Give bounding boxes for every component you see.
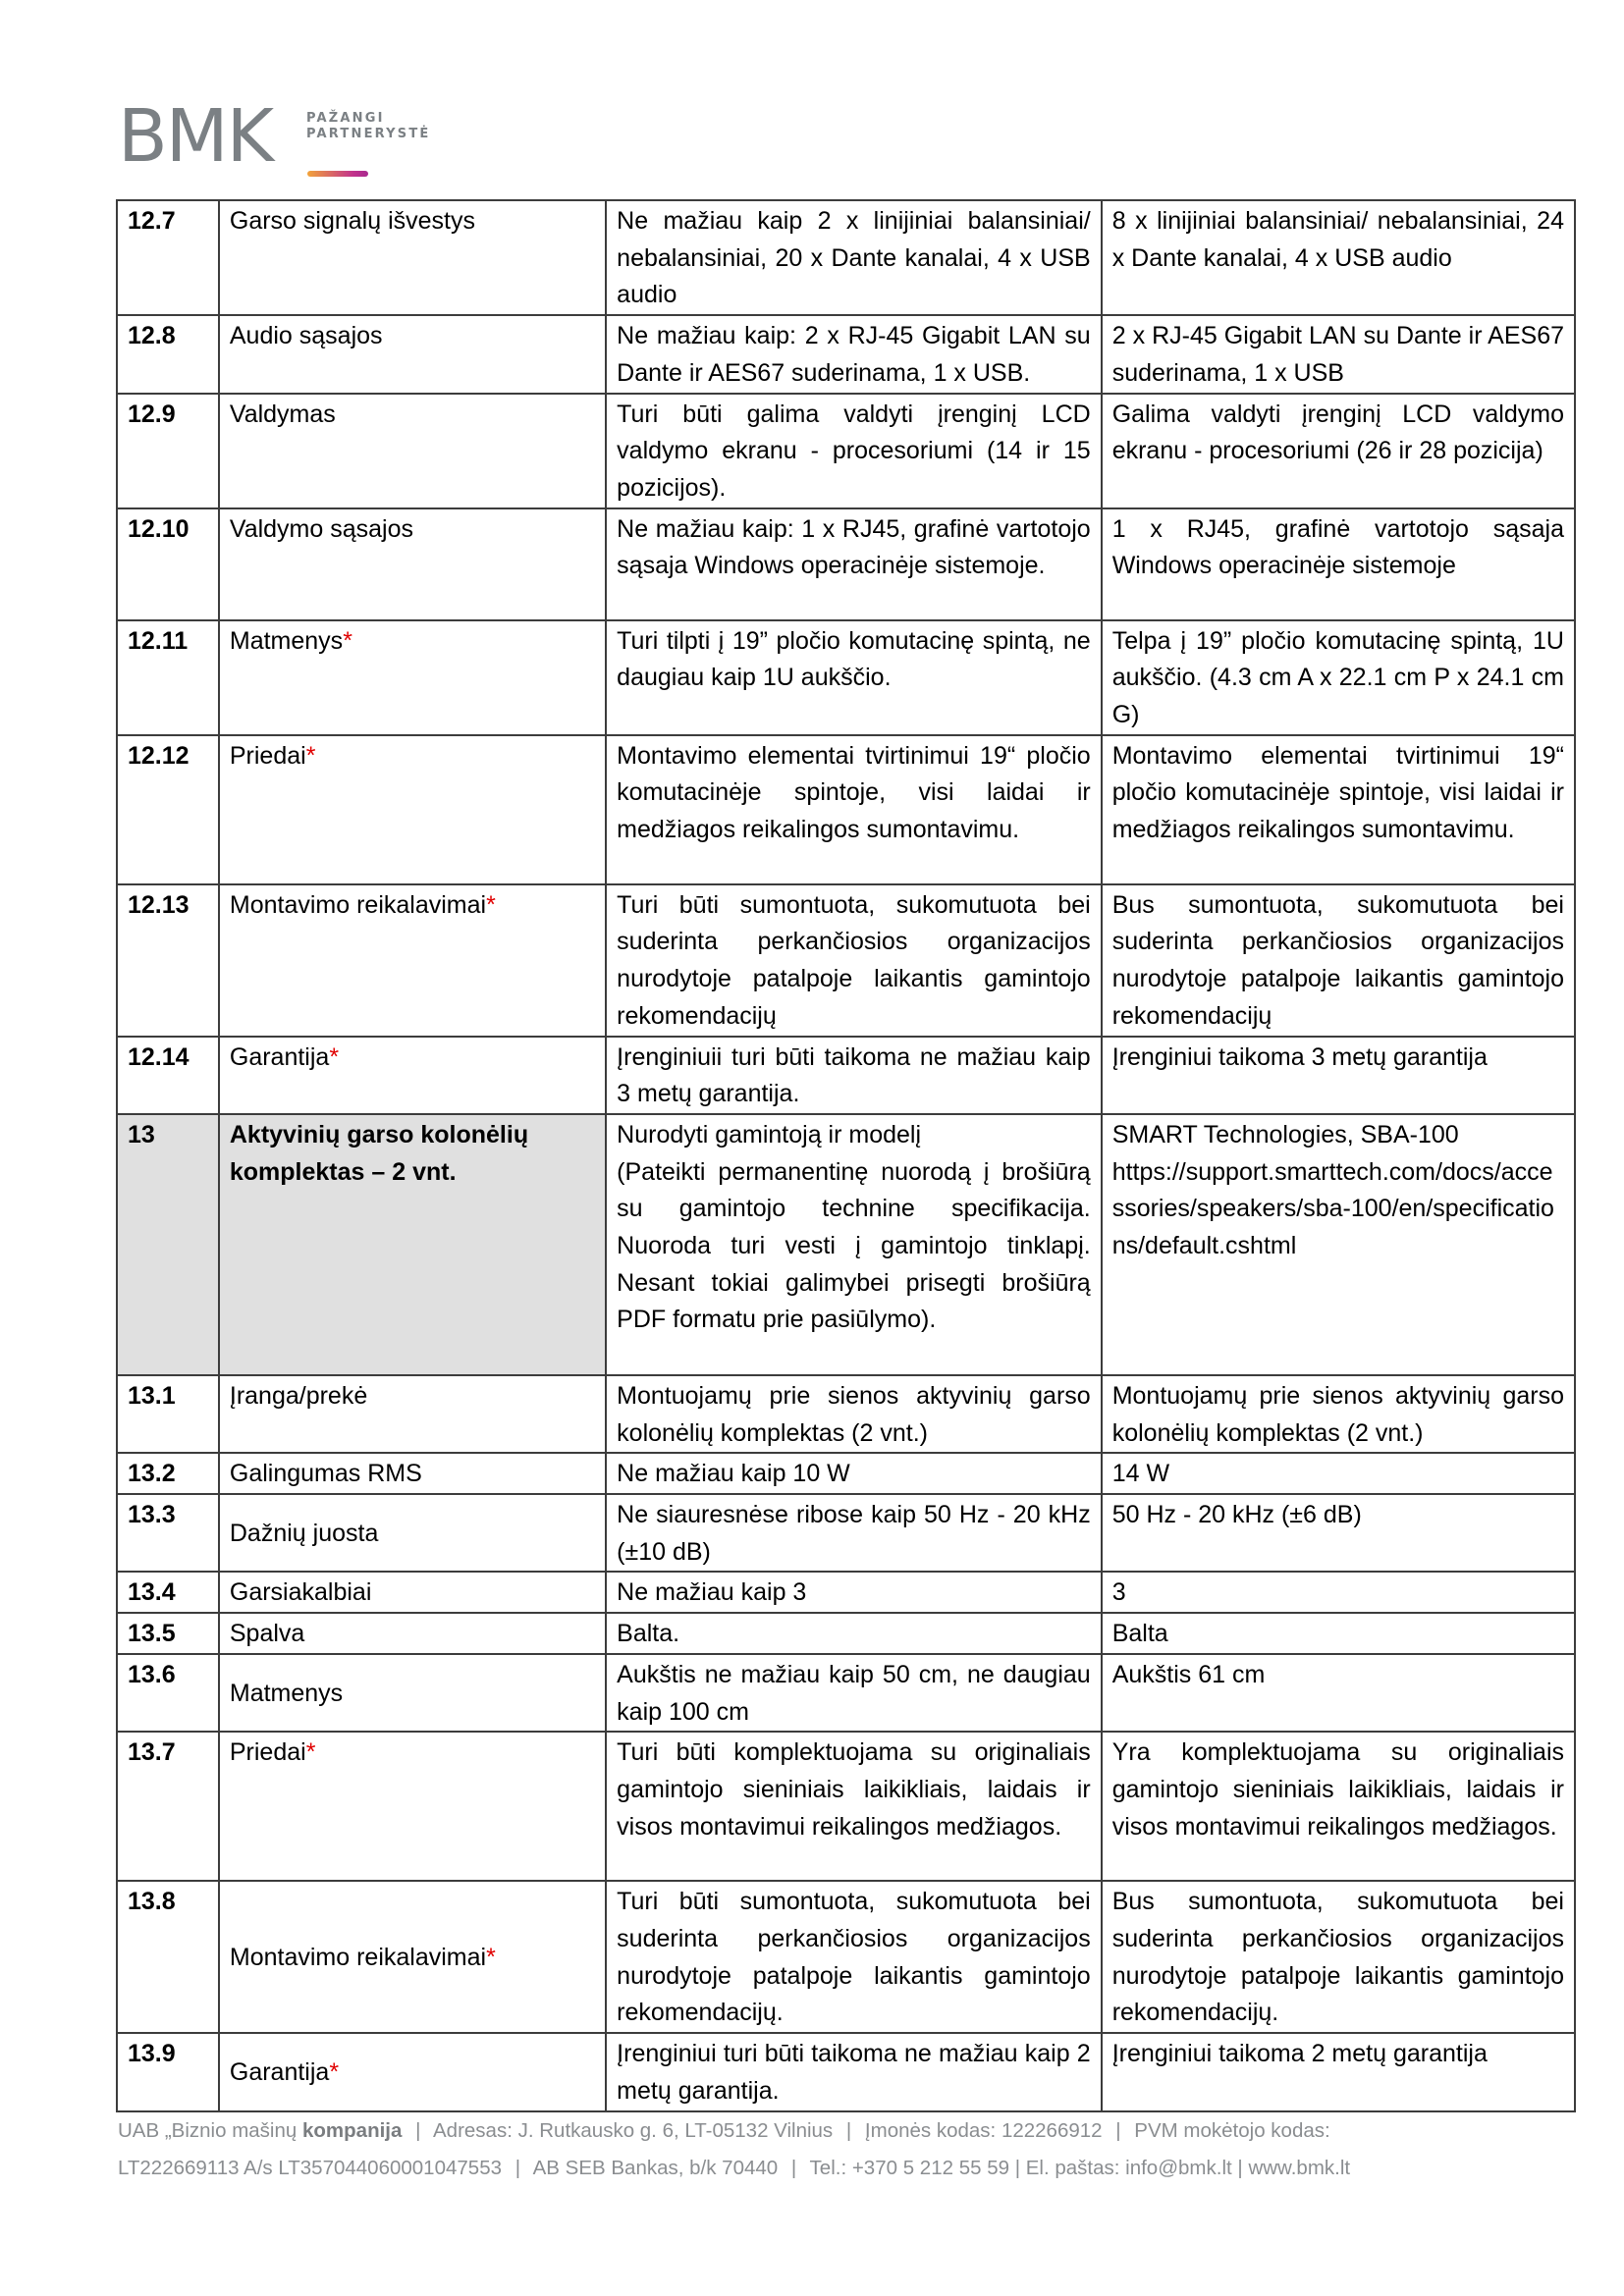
table-row — [117, 735, 1575, 884]
offer-text: Yra komplektuojama su originaliais gamintojo sieniniais laikikliais, laidais ir visos montavimui reikalingos medžiagos. — [1111, 1738, 1564, 1841]
required-asterisk-icon: * — [329, 2057, 340, 2086]
requirement-text: Turi tilpti į 19” pločio komutacinę spintą, ne daugiau kaip 1U aukščio. — [617, 626, 1091, 692]
parameter-name — [219, 884, 606, 1037]
table-row — [117, 508, 1575, 620]
table-row — [117, 1114, 1575, 1375]
row-number: 13 — [117, 1114, 219, 1375]
parameter-name — [219, 1654, 606, 1732]
footer-line-1 — [118, 2112, 1591, 2150]
footer-email[interactable]: El. paštas: info@bmk.lt — [1025, 2157, 1232, 2179]
offer-text: Montavimo elementai tvirtinimui 19“ pločio komutacinėje spintoje, visi laidai ir medžiagos reikalingos sumontavimu. — [1111, 741, 1564, 844]
required-asterisk-icon: * — [486, 1943, 496, 1971]
brand-gradient-bar — [307, 171, 368, 177]
offer-cell — [1102, 1654, 1575, 1732]
table-row — [117, 315, 1575, 393]
offer-cell — [1102, 1613, 1575, 1654]
requirement-cell — [606, 1375, 1102, 1453]
requirement-text: Ne siauresnėse ribose kaip 50 Hz - 20 kHz (±10 dB) — [617, 1501, 1091, 1566]
parameter-name — [219, 315, 606, 393]
offer-text: Balta — [1111, 1620, 1168, 1648]
row-number: 13.4 — [117, 1572, 219, 1613]
tagline-line-1: PAŽANGI — [306, 111, 385, 126]
parameter-name-text: Priedai — [229, 1738, 306, 1767]
requirement-cell — [606, 1494, 1102, 1572]
parameter-name — [219, 1572, 606, 1613]
row-number: 12.13 — [117, 884, 219, 1037]
offer-link[interactable]: https://support.smarttech.com/docs/accessories/speakers/sba-100/en/specifications/default.cshtml — [1111, 1157, 1554, 1260]
offer-text: Montuojamų prie sienos aktyvinių garso kolonėlių komplektas (2 vnt.) — [1111, 1381, 1564, 1447]
table-row — [117, 620, 1575, 735]
specification-table — [116, 199, 1576, 2112]
parameter-name-text: Matmenys — [229, 1679, 344, 1707]
logo-tagline — [306, 111, 430, 142]
footer-separator: | — [1014, 2157, 1021, 2179]
footer-line-2 — [118, 2150, 1591, 2187]
table-row — [117, 1453, 1575, 1494]
row-number: 13.2 — [117, 1453, 219, 1494]
requirement-text: Turi būti galima valdyti įrenginį LCD valdymo ekranu - procesoriumi (14 ir 15 pozicijos). — [617, 400, 1091, 502]
requirement-cell — [606, 1732, 1102, 1881]
required-asterisk-icon: * — [305, 741, 316, 770]
bmk-logo — [118, 94, 452, 181]
parameter-name-text: Garsiakalbiai — [229, 1578, 372, 1607]
requirement-text: Turi būti sumontuota, sukomutuota bei suderinta perkančiosios organizacijos nurodytoje patalpoje laikantis gamintojo rekomendacijų. — [617, 1888, 1091, 2027]
table-row — [117, 1037, 1575, 1114]
requirement-cell — [606, 884, 1102, 1037]
row-number: 13.9 — [117, 2033, 219, 2110]
requirement-text: Turi būti sumontuota, sukomutuota bei suderinta perkančiosios organizacijos nurodytoje patalpoje laikantis gamintojo rekomendacijų — [617, 890, 1091, 1030]
footer-separator: | — [1115, 2119, 1121, 2142]
parameter-name-text: Audio sąsajos — [229, 322, 383, 350]
requirement-cell — [606, 1037, 1102, 1114]
offer-text: 14 W — [1111, 1460, 1170, 1488]
row-number: 13.5 — [117, 1613, 219, 1654]
requirement-text: Ne mažiau kaip 3 — [617, 1578, 807, 1607]
required-asterisk-icon: * — [343, 626, 352, 655]
offer-cell — [1102, 620, 1575, 735]
offer-cell — [1102, 1453, 1575, 1494]
parameter-name — [219, 1881, 606, 2033]
footer-separator: | — [790, 2157, 797, 2179]
parameter-name-text: Galingumas RMS — [229, 1460, 422, 1488]
parameter-name — [219, 735, 606, 884]
requirement-text: Ne mažiau kaip 10 W — [617, 1460, 850, 1488]
requirement-text: (Pateikti permanentinę nuorodą į brošiūrą su gamintojo technine specifikacija. Nuoroda turi vesti į gamintojo tinklapį. Nesant tokiai galimybei prisegti brošiūrą PDF formatu prie pasiūlymo). — [617, 1157, 1091, 1334]
requirement-text: Aukštis ne mažiau kaip 50 cm, ne daugiau kaip 100 cm — [617, 1660, 1091, 1726]
offer-cell — [1102, 1037, 1575, 1114]
footer-company-name-bold: kompanija — [302, 2119, 403, 2142]
row-number: 12.7 — [117, 200, 219, 315]
tagline-line-2: PARTNERYSTĖ — [306, 127, 431, 141]
requirement-text: Ne mažiau kaip: 1 x RJ45, grafinė vartotojo sąsaja Windows operacinėje sistemoje. — [617, 514, 1091, 580]
parameter-name-text: Aktyvinių garso kolonėlių komplektas – 2 vnt. — [229, 1120, 529, 1186]
row-number: 12.10 — [117, 508, 219, 620]
table-row — [117, 1732, 1575, 1881]
parameter-name-text: Montavimo reikalavimai — [229, 1943, 487, 1971]
parameter-name-text: Garso signalų išvestys — [229, 207, 475, 235]
row-number: 13.3 — [117, 1494, 219, 1572]
parameter-name — [219, 2033, 606, 2110]
required-asterisk-icon: * — [329, 1042, 340, 1071]
row-number: 12.11 — [117, 620, 219, 735]
requirement-cell — [606, 315, 1102, 393]
offer-text: Bus sumontuota, sukomutuota bei suderinta perkančiosios organizacijos nurodytoje patalpoje laikantis gamintojo rekomendacijų — [1111, 890, 1564, 1030]
logo-wordmark: BMK — [118, 94, 273, 179]
requirement-text: Įrenginiuii turi būti taikoma ne mažiau kaip 3 metų garantija. — [617, 1042, 1091, 1108]
offer-cell — [1102, 884, 1575, 1037]
footer-vat-code: LT222669113 A/s LT357044060001047553 — [118, 2157, 502, 2179]
requirement-cell — [606, 2033, 1102, 2110]
table-row — [117, 1572, 1575, 1613]
parameter-name — [219, 1732, 606, 1881]
parameter-name — [219, 508, 606, 620]
offer-cell — [1102, 735, 1575, 884]
table-row — [117, 1494, 1575, 1572]
requirement-cell — [606, 1572, 1102, 1613]
footer-company-name: UAB „Biznio mašinų — [118, 2119, 298, 2142]
offer-cell — [1102, 1732, 1575, 1881]
parameter-name-text: Įranga/prekė — [229, 1381, 368, 1410]
required-asterisk-icon: * — [486, 890, 496, 919]
table-row — [117, 884, 1575, 1037]
table-row — [117, 1654, 1575, 1732]
parameter-name — [219, 1037, 606, 1114]
row-number: 12.12 — [117, 735, 219, 884]
parameter-name-text: Garantija — [229, 2057, 330, 2086]
footer-company-code: Įmonės kodas: 122266912 — [864, 2119, 1103, 2142]
parameter-name — [219, 200, 606, 315]
footer-bank: AB SEB Bankas, b/k 70440 — [532, 2157, 779, 2179]
offer-text: Įrenginiui taikoma 3 metų garantija — [1111, 1042, 1488, 1071]
footer-website[interactable]: www.bmk.lt — [1248, 2157, 1351, 2179]
offer-text: Telpa į 19” pločio komutacinę spintą, 1U aukščio. (4.3 cm A x 22.1 cm P x 24.1 cm G) — [1111, 626, 1564, 729]
offer-text: Bus sumontuota, sukomutuota bei suderinta perkančiosios organizacijos nurodytoje patalpoje laikantis gamintojo rekomendacijų. — [1111, 1888, 1564, 2027]
requirement-cell — [606, 1654, 1102, 1732]
requirement-cell — [606, 1881, 1102, 2033]
offer-text: Įrenginiui taikoma 2 metų garantija — [1111, 2040, 1488, 2068]
offer-text: 2 x RJ-45 Gigabit LAN su Dante ir AES67 suderinama, 1 x USB — [1111, 322, 1564, 387]
requirement-cell — [606, 1114, 1102, 1375]
parameter-name — [219, 1114, 606, 1375]
offer-text: Aukštis 61 cm — [1111, 1660, 1266, 1688]
offer-cell — [1102, 200, 1575, 315]
offer-text: 1 x RJ45, grafinė vartotojo sąsaja Windows operacinėje sistemoje — [1111, 514, 1564, 580]
table-row — [117, 1613, 1575, 1654]
footer-phone: Tel.: +370 5 212 55 59 — [809, 2157, 1010, 2179]
parameter-name — [219, 1613, 606, 1654]
footer-separator: | — [845, 2119, 852, 2142]
requirement-cell — [606, 1453, 1102, 1494]
offer-model: SMART Technologies, SBA-100 — [1111, 1120, 1459, 1148]
offer-cell — [1102, 1881, 1575, 2033]
parameter-name-text: Valdymas — [229, 400, 336, 428]
parameter-name-text: Dažnių juosta — [229, 1519, 379, 1547]
requirement-cell — [606, 620, 1102, 735]
parameter-name-text: Garantija — [229, 1042, 330, 1071]
parameter-name — [219, 1375, 606, 1453]
table-row — [117, 1881, 1575, 2033]
parameter-name-text: Valdymo sąsajos — [229, 514, 413, 543]
requirement-text: Įrenginiui turi būti taikoma ne mažiau kaip 2 metų garantija. — [617, 2040, 1091, 2105]
footer-separator: | — [1237, 2157, 1243, 2179]
offer-text: 8 x linijiniai balansiniai/ nebalansiniai, 24 x Dante kanalai, 4 x USB audio — [1111, 207, 1564, 272]
row-number: 13.8 — [117, 1881, 219, 2033]
offer-cell — [1102, 1572, 1575, 1613]
requirement-cell — [606, 508, 1102, 620]
table-row — [117, 200, 1575, 315]
requirement-text: Ne mažiau kaip: 2 x RJ-45 Gigabit LAN su Dante ir AES67 suderinama, 1 x USB. — [617, 322, 1091, 387]
page-footer — [118, 2112, 1591, 2187]
parameter-name-text: Matmenys — [229, 626, 344, 655]
row-number: 12.14 — [117, 1037, 219, 1114]
offer-cell — [1102, 2033, 1575, 2110]
requirement-cell — [606, 200, 1102, 315]
offer-text: 3 — [1111, 1578, 1126, 1607]
row-number: 12.9 — [117, 394, 219, 508]
parameter-name-text: Spalva — [229, 1620, 305, 1648]
parameter-name — [219, 1494, 606, 1572]
required-asterisk-icon: * — [305, 1738, 316, 1767]
table-row — [117, 1375, 1575, 1453]
requirement-cell — [606, 735, 1102, 884]
parameter-name — [219, 1453, 606, 1494]
offer-cell — [1102, 315, 1575, 393]
requirement-heading: Nurodyti gamintoją ir modelį — [617, 1120, 922, 1148]
parameter-name-text: Priedai — [229, 741, 306, 770]
requirement-text: Montuojamų prie sienos aktyvinių garso kolonėlių komplektas (2 vnt.) — [617, 1381, 1091, 1447]
requirement-cell — [606, 1613, 1102, 1654]
parameter-name-text: Montavimo reikalavimai — [229, 890, 487, 919]
requirement-text: Balta. — [617, 1620, 680, 1648]
offer-cell — [1102, 508, 1575, 620]
row-number: 12.8 — [117, 315, 219, 393]
requirement-text: Ne mažiau kaip 2 x linijiniai balansiniai/ nebalansiniai, 20 x Dante kanalai, 4 x USB audio — [617, 207, 1091, 309]
row-number: 13.7 — [117, 1732, 219, 1881]
row-number: 13.1 — [117, 1375, 219, 1453]
offer-text: 50 Hz - 20 kHz (±6 dB) — [1111, 1501, 1362, 1529]
footer-address: Adresas: J. Rutkausko g. 6, LT-05132 Vilnius — [433, 2119, 834, 2142]
offer-cell — [1102, 394, 1575, 508]
row-number: 13.6 — [117, 1654, 219, 1732]
offer-cell — [1102, 1494, 1575, 1572]
offer-cell — [1102, 1375, 1575, 1453]
footer-separator: | — [415, 2119, 421, 2142]
parameter-name — [219, 620, 606, 735]
parameter-name — [219, 394, 606, 508]
requirement-text: Turi būti komplektuojama su originaliais gamintojo sieniniais laikikliais, laidais ir visos montavimui reikalingos medžiagos. — [617, 1738, 1091, 1841]
table-row — [117, 394, 1575, 508]
requirement-text: Montavimo elementai tvirtinimui 19“ pločio komutacinėje spintoje, visi laidai ir medžiagos reikalingos sumontavimu. — [617, 741, 1091, 844]
footer-separator: | — [514, 2157, 521, 2179]
table-row — [117, 2033, 1575, 2110]
offer-text: Galima valdyti įrenginį LCD valdymo ekranu - procesoriumi (26 ir 28 pozicija) — [1111, 400, 1564, 465]
requirement-cell — [606, 394, 1102, 508]
offer-cell — [1102, 1114, 1575, 1375]
footer-vat-label: PVM mokėtojo kodas: — [1134, 2119, 1330, 2142]
